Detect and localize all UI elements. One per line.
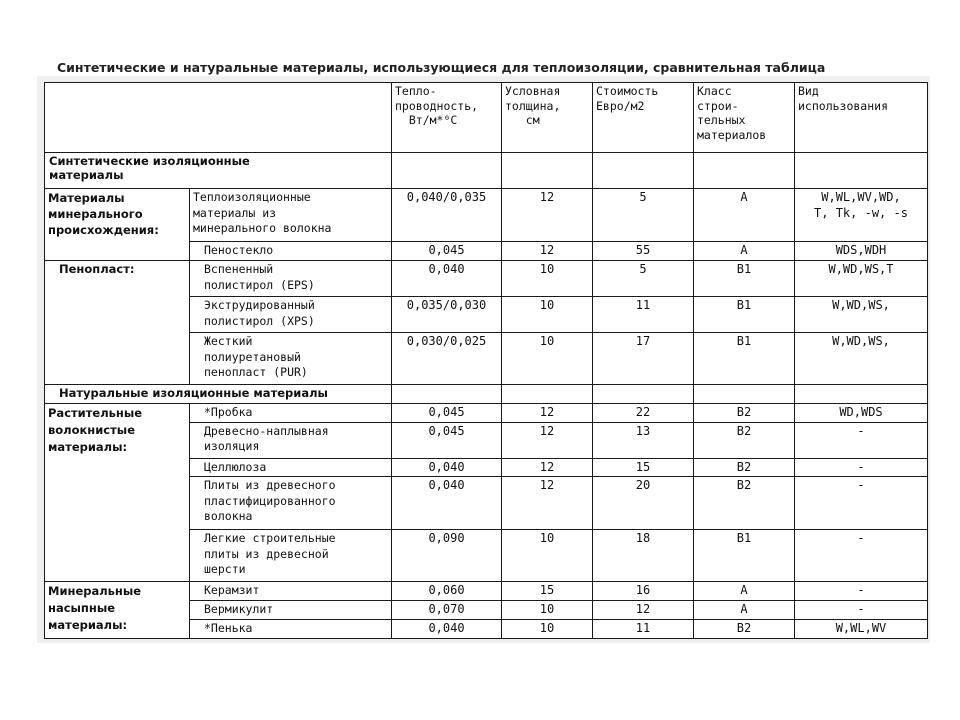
conductivity-value: 0,030/0,025 — [392, 333, 502, 385]
material-name: Целлюлоза — [190, 458, 392, 477]
section-row-synthetic — [45, 153, 928, 189]
comparison-table — [44, 82, 928, 639]
fire-class-value: B2 — [694, 620, 795, 639]
table-row — [45, 582, 928, 601]
group-mineral-origin: Материалы минерального происхождения: — [45, 189, 190, 261]
table-title: Синтетические и натуральные материалы, использующиеся для теплоизоляции, сравнительная таблица — [57, 60, 826, 75]
section-row-natural — [45, 385, 928, 404]
fire-class-value: B1 — [694, 530, 795, 582]
usage-value: WD,WDS — [795, 403, 928, 422]
conductivity-value: 0,040 — [392, 458, 502, 477]
thickness-value: 12 — [502, 477, 593, 530]
usage-value: - — [795, 422, 928, 458]
conductivity-value: 0,045 — [392, 242, 502, 261]
thickness-value: 12 — [502, 422, 593, 458]
conductivity-value: 0,040 — [392, 261, 502, 297]
fire-class-value: B1 — [694, 333, 795, 385]
material-name: Теплоизоляционные материалы из минерального волокна — [190, 189, 392, 242]
empty-cell — [795, 153, 928, 189]
fire-class-value: A — [694, 582, 795, 601]
header-fire-class: Класс строи- тельных материалов — [694, 83, 795, 153]
fire-class-value: B1 — [694, 297, 795, 333]
conductivity-value: 0,040 — [392, 620, 502, 639]
cost-value: 20 — [593, 477, 694, 530]
usage-value: W,WD,WS, — [795, 333, 928, 385]
fire-class-value: A — [694, 601, 795, 620]
empty-cell — [593, 153, 694, 189]
empty-cell — [795, 385, 928, 404]
fire-class-value: B2 — [694, 403, 795, 422]
material-name: Вспененный полистирол (EPS) — [190, 261, 392, 297]
material-name: *Пробка — [190, 403, 392, 422]
thickness-value: 12 — [502, 242, 593, 261]
usage-value: W,WL,WV — [795, 620, 928, 639]
conductivity-value: 0,040/0,035 — [392, 189, 502, 242]
usage-value: - — [795, 582, 928, 601]
conductivity-value: 0,035/0,030 — [392, 297, 502, 333]
empty-cell — [502, 385, 593, 404]
conductivity-value: 0,070 — [392, 601, 502, 620]
thickness-value: 12 — [502, 458, 593, 477]
fire-class-value: A — [694, 242, 795, 261]
header-row — [45, 83, 928, 153]
fire-class-value: B2 — [694, 458, 795, 477]
material-name: Жесткий полиуретановый пенопласт (PUR) — [190, 333, 392, 385]
group-mineral-bulk: Минеральные насыпные материалы: — [45, 582, 190, 639]
cost-value: 55 — [593, 242, 694, 261]
usage-value: - — [795, 458, 928, 477]
usage-value: - — [795, 530, 928, 582]
empty-cell — [694, 153, 795, 189]
conductivity-value: 0,045 — [392, 403, 502, 422]
group-foam: Пенопласт: — [45, 261, 190, 385]
material-name: *Пенька — [190, 620, 392, 639]
cost-value: 22 — [593, 403, 694, 422]
material-name: Древесно-наплывная изоляция — [190, 422, 392, 458]
usage-value: W,WD,WS, — [795, 297, 928, 333]
empty-cell — [694, 385, 795, 404]
cost-value: 11 — [593, 297, 694, 333]
group-plant-fiber: Растительные волокнистые материалы: — [45, 403, 190, 582]
material-name: Керамзит — [190, 582, 392, 601]
table-row — [45, 403, 928, 422]
cost-value: 13 — [593, 422, 694, 458]
fire-class-value: B2 — [694, 422, 795, 458]
fire-class-value: B1 — [694, 261, 795, 297]
material-name: Экструдированный полистирол (XPS) — [190, 297, 392, 333]
conductivity-value: 0,060 — [392, 582, 502, 601]
cost-value: 5 — [593, 261, 694, 297]
empty-cell — [593, 385, 694, 404]
empty-cell — [392, 385, 502, 404]
table-row — [45, 189, 928, 242]
thickness-value: 15 — [502, 582, 593, 601]
header-thickness: Условная толщина, см — [502, 83, 593, 153]
table-row — [45, 261, 928, 297]
material-name: Вермикулит — [190, 601, 392, 620]
cost-value: 15 — [593, 458, 694, 477]
cost-value: 18 — [593, 530, 694, 582]
material-name: Плиты из древесного пластифицированного волокна — [190, 477, 392, 530]
usage-value: WDS,WDH — [795, 242, 928, 261]
conductivity-value: 0,040 — [392, 477, 502, 530]
material-name: Легкие строительные плиты из древесной шерсти — [190, 530, 392, 582]
conductivity-value: 0,045 — [392, 422, 502, 458]
section-natural: Натуральные изоляционные материалы — [45, 385, 392, 404]
thickness-value: 10 — [502, 261, 593, 297]
cost-value: 16 — [593, 582, 694, 601]
usage-value: W,WL,WV,WD, T, Tk, -w, -s — [795, 189, 928, 242]
thickness-value: 12 — [502, 403, 593, 422]
cost-value: 5 — [593, 189, 694, 242]
thickness-value: 10 — [502, 333, 593, 385]
header-cost: Стоимость Евро/м2 — [593, 83, 694, 153]
conductivity-value: 0,090 — [392, 530, 502, 582]
material-name: Пеностекло — [190, 242, 392, 261]
empty-cell — [502, 153, 593, 189]
empty-cell — [392, 153, 502, 189]
fire-class-value: A — [694, 189, 795, 242]
usage-value: W,WD,WS,T — [795, 261, 928, 297]
thickness-value: 10 — [502, 297, 593, 333]
usage-value: - — [795, 601, 928, 620]
usage-value: - — [795, 477, 928, 530]
thickness-value: 10 — [502, 620, 593, 639]
cost-value: 12 — [593, 601, 694, 620]
cost-value: 17 — [593, 333, 694, 385]
thickness-value: 10 — [502, 530, 593, 582]
header-blank-cell — [45, 83, 392, 153]
section-synthetic: Синтетические изоляционные материалы — [45, 153, 392, 189]
thickness-value: 10 — [502, 601, 593, 620]
header-conductivity: Тепло- проводность, Вт/м*⁰С — [392, 83, 502, 153]
thickness-value: 12 — [502, 189, 593, 242]
fire-class-value: B2 — [694, 477, 795, 530]
header-usage: Вид использования — [795, 83, 928, 153]
cost-value: 11 — [593, 620, 694, 639]
